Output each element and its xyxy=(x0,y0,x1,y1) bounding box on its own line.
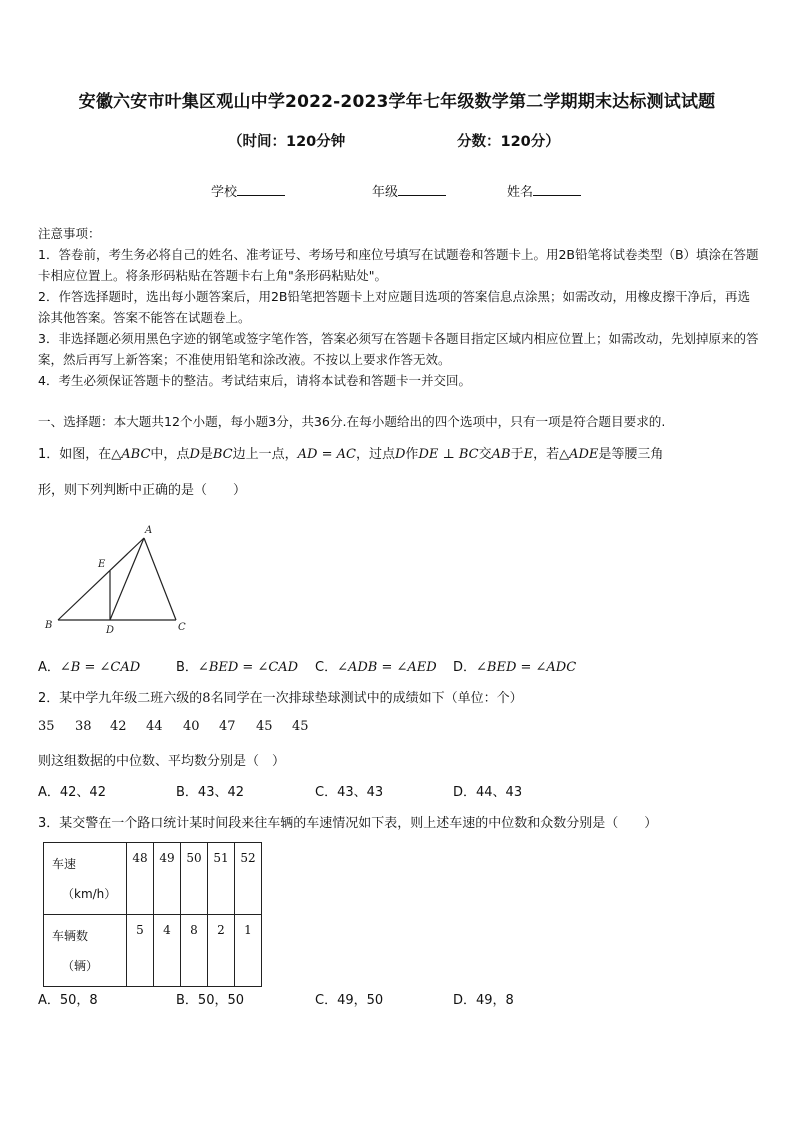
label-c: C xyxy=(178,622,186,633)
table-cell: 8 xyxy=(181,915,208,987)
q2-question: 则这组数据的中位数、平均数分别是（ ） xyxy=(38,754,286,769)
q1-math: △ABC xyxy=(111,447,151,462)
q1-text: ，过点 xyxy=(355,447,395,462)
label-b: B xyxy=(45,620,53,631)
q1-text: 于 xyxy=(510,447,524,462)
triangle-figure xyxy=(38,520,198,640)
table-cell: 49 xyxy=(154,843,181,915)
q1-math: DE ⊥ BC xyxy=(418,447,479,462)
q3-option-a[interactable]: A．50，8 xyxy=(38,993,98,1008)
table-cell: 4 xyxy=(154,915,181,987)
school-field xyxy=(211,181,285,200)
count-label: 车辆数 xyxy=(52,928,89,943)
q2-score-2: 38 xyxy=(75,719,92,734)
q2-stem xyxy=(38,687,523,706)
q2-score-7: 45 xyxy=(256,719,273,734)
q2-option-a[interactable]: A．42、42 xyxy=(38,785,106,800)
q1-option-d[interactable] xyxy=(453,656,576,675)
table-cell: 52 xyxy=(235,843,262,915)
q2-score-3: 42 xyxy=(110,719,127,734)
speed-table xyxy=(43,842,262,987)
table-cell: 2 xyxy=(208,915,235,987)
option-letter: A． xyxy=(38,660,60,675)
table-cell: 5 xyxy=(127,915,154,987)
speed-label: 车速 xyxy=(52,856,77,871)
option-letter: B． xyxy=(176,660,198,675)
segment-ac xyxy=(144,538,176,620)
option-expr: ∠BED = ∠CAD xyxy=(197,660,299,675)
q1-option-c[interactable] xyxy=(315,656,437,675)
q2-text: 2．某中学九年级二班六级的 xyxy=(38,691,203,706)
q2-option-b[interactable]: B．43、42 xyxy=(176,785,245,800)
table-header-cell xyxy=(44,915,127,987)
option-expr: ∠BED = ∠ADC xyxy=(476,660,577,675)
q1-math: D xyxy=(394,447,406,462)
option-expr: ∠ADB = ∠AED xyxy=(337,660,437,675)
q3-stem: 3．某交警在一个路口统计某时间段来往车辆的车速情况如下表，则上述车速的中位数和众数分别是（ ） xyxy=(38,816,658,831)
school-label: 学校 xyxy=(211,185,238,200)
q1-text: 是 xyxy=(199,447,213,462)
notice-item-3: 3．非选择题必须用黑色字迹的钢笔或签字笔作答，答案必须写在答题卡各题目指定区域内相应位置上；如需改动，先划掉原来的答案，然后再写上新答案；不准使用铅笔和涂改液。不按以上要求作答无效。 xyxy=(38,331,759,367)
q1-text: 作 xyxy=(405,447,419,462)
exam-score: 分数：120分） xyxy=(457,134,560,150)
q1-math: BC xyxy=(212,447,233,462)
q2-score-6: 47 xyxy=(219,719,236,734)
section-heading: 一、选择题：本大题共12个小题，每小题3分，共36分.在每小题给出的四个选项中，只有一项是符合题目要求的. xyxy=(38,414,666,429)
q3-option-d[interactable]: D．49，8 xyxy=(453,993,514,1008)
q2-text: 名同学在一次排球垫球测试中的成绩如下（单位：个） xyxy=(210,691,523,706)
grade-blank[interactable] xyxy=(398,183,446,196)
label-e: E xyxy=(98,559,106,570)
table-cell: 1 xyxy=(235,915,262,987)
q2-score-5: 40 xyxy=(183,719,200,734)
speed-unit: （km/h） xyxy=(62,886,117,901)
table-row xyxy=(44,915,262,987)
notice-heading: 注意事项： xyxy=(38,226,101,241)
q1-math: AB xyxy=(491,447,511,462)
q1-text: 1．如图，在 xyxy=(38,447,112,462)
q1-text: ，若 xyxy=(533,447,560,462)
q1-stem-line2: 形，则下列判断中正确的是（ ） xyxy=(38,483,247,498)
q1-text: 是等腰三角 xyxy=(598,447,664,462)
q1-option-b[interactable] xyxy=(176,656,298,675)
grade-label: 年级 xyxy=(372,185,399,200)
table-cell: 48 xyxy=(127,843,154,915)
q2-score-1: 35 xyxy=(38,719,55,734)
school-blank[interactable] xyxy=(237,183,285,196)
exam-time: （时间：120分钟 xyxy=(228,134,346,150)
page-title: 安徽六安市叶集区观山中学2022-2023学年七年级数学第二学期期末达标测试试题 xyxy=(78,92,716,112)
q2-score-8: 45 xyxy=(292,719,309,734)
option-letter: D． xyxy=(453,660,477,675)
q3-option-b[interactable]: B．50，50 xyxy=(176,993,245,1008)
q2-option-d[interactable]: D．44、43 xyxy=(453,785,523,800)
option-expr: ∠B = ∠CAD xyxy=(59,660,141,675)
table-header-cell xyxy=(44,843,127,915)
label-d: D xyxy=(106,625,115,636)
q3-option-c[interactable]: C．49，50 xyxy=(315,993,384,1008)
table-cell: 50 xyxy=(181,843,208,915)
q1-math: D xyxy=(189,447,200,462)
segment-ad xyxy=(110,538,144,620)
q2-score-4: 44 xyxy=(146,719,163,734)
q1-text: 交 xyxy=(478,447,492,462)
table-cell: 51 xyxy=(208,843,235,915)
name-label: 姓名 xyxy=(507,185,534,200)
name-blank[interactable] xyxy=(533,183,581,196)
q1-math: E xyxy=(523,447,534,462)
q1-math: AD = AC xyxy=(297,447,356,462)
name-field xyxy=(507,181,581,200)
table-row xyxy=(44,843,262,915)
q1-option-a[interactable] xyxy=(38,656,140,675)
grade-field xyxy=(372,181,446,200)
notice-item-2: 2．作答选择题时，选出每小题答案后，用2B铅笔把答题卡上对应题目选项的答案信息点涂黑；如需改动，用橡皮擦干净后，再选涂其他答案。答案不能答在试题卷上。 xyxy=(38,289,750,325)
notice-item-1: 1．答卷前，考生务必将自己的姓名、准考证号、考场号和座位号填写在试题卷和答题卡上。用2B铅笔将试卷类型（B）填涂在答题卡相应位置上。将条形码粘贴在答题卡右上角"条形码粘贴处"。 xyxy=(38,247,759,283)
q1-text: 边上一点， xyxy=(232,447,298,462)
label-a: A xyxy=(145,525,153,536)
q1-text: 中，点 xyxy=(150,447,190,462)
q2-count: 8 xyxy=(202,691,211,706)
notice-item-4: 4．考生必须保证答题卡的整洁。考试结束后，请将本试卷和答题卡一并交回。 xyxy=(38,373,471,388)
count-unit: （辆） xyxy=(62,958,99,973)
segment-ba xyxy=(58,538,144,620)
q2-option-c[interactable]: C．43、43 xyxy=(315,785,384,800)
option-letter: C． xyxy=(315,660,338,675)
q1-stem-line1 xyxy=(38,443,663,462)
q1-math: △ADE xyxy=(559,447,599,462)
